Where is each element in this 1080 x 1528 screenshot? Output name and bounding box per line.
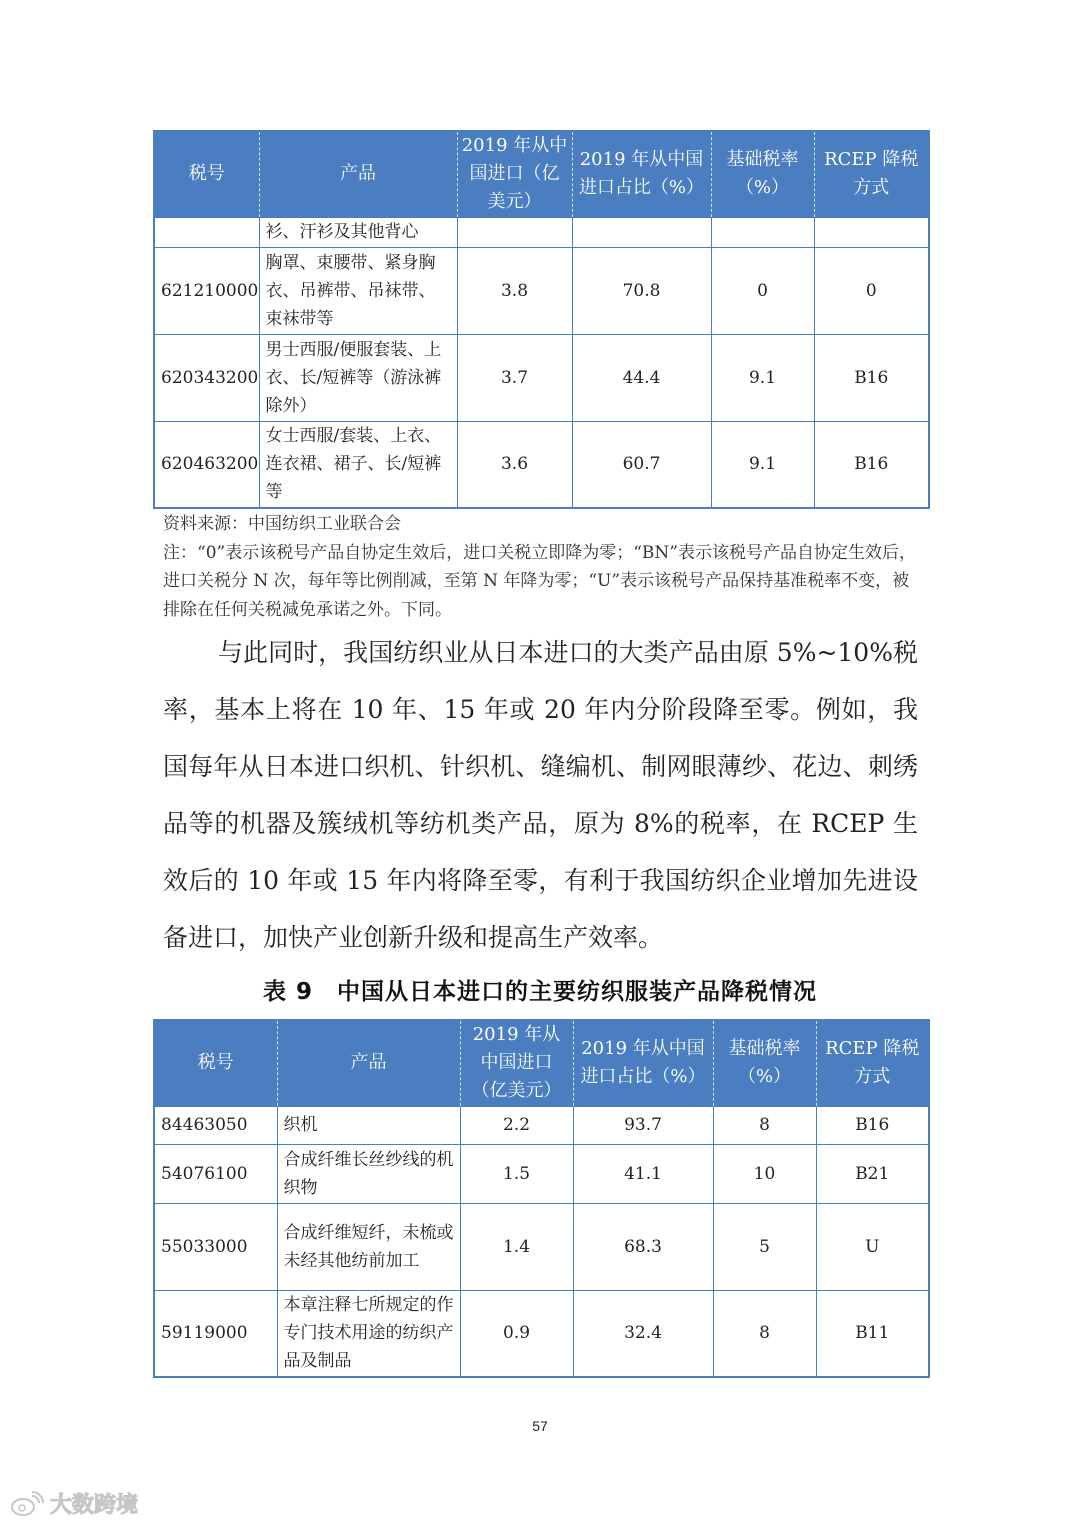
body-paragraph: 与此同时，我国纺织业从日本进口的大类产品由原 5%~10%税率，基本上将在 10 年、15 年或 20 年内分阶段降至零。例如，我国每年从日本进口织机、针织机、缝编机、制网眼薄纱、花边、刺绣品等的机器及簇绒机等纺机类产品，原为 8%的税率，在 RCEP 生效后的 10 年或 15 年内将降至零，有利于我国纺织企业增加先进设备进口，加快产业创新升级和提高生产效率。 xyxy=(163,638,918,952)
cell-import-share: 70.8 xyxy=(572,247,711,334)
cell-import-value: 3.7 xyxy=(457,334,572,421)
cell-base-rate: 9.1 xyxy=(711,421,814,508)
cell-product: 织机 xyxy=(277,1106,460,1144)
table-header-row xyxy=(154,131,929,217)
cell-rcep-method: B16 xyxy=(816,1106,929,1144)
watermark xyxy=(10,1488,138,1519)
cell-base-rate: 5 xyxy=(713,1203,816,1290)
cell-tax-code: 620343200 xyxy=(154,334,259,421)
cell-import-share: 60.7 xyxy=(572,421,711,508)
table-9 xyxy=(153,1019,930,1378)
header-product: 产品 xyxy=(259,131,457,217)
table-row xyxy=(154,1144,929,1203)
cell-product: 合成纤维长丝纱线的机织物 xyxy=(277,1144,460,1203)
table-notes xyxy=(163,510,923,624)
cell-rcep-method: B11 xyxy=(816,1290,929,1377)
table-row xyxy=(154,334,929,421)
cell-import-value xyxy=(457,217,572,247)
cell-import-share: 44.4 xyxy=(572,334,711,421)
table-row xyxy=(154,1106,929,1144)
table-row xyxy=(154,1290,929,1377)
cell-import-value: 0.9 xyxy=(460,1290,573,1377)
source-note: 资料来源：中国纺织工业联合会 xyxy=(163,514,401,534)
cell-rcep-method xyxy=(814,217,929,247)
cell-base-rate: 9.1 xyxy=(711,334,814,421)
body-paragraph-block xyxy=(163,624,918,966)
header-import-value: 2019 年从中国进口（亿美元） xyxy=(457,131,572,217)
cell-import-value: 2.2 xyxy=(460,1106,573,1144)
explanation-note: 注：“0”表示该税号产品自协定生效后，进口关税立即降为零；“BN”表示该税号产品自协定生效后，进口关税分 N 次，每年等比例削减，至第 N 年降为零；“U”表示该税号产品保持基准税率不变，被排除在任何关税减免承诺之外。下同。 xyxy=(163,542,916,620)
table-row xyxy=(154,217,929,247)
table-row xyxy=(154,421,929,508)
table-row xyxy=(154,1203,929,1290)
weibo-logo-icon xyxy=(10,1490,44,1518)
cell-product: 本章注释七所规定的作专门技术用途的纺织产品及制品 xyxy=(277,1290,460,1377)
header-base-rate: 基础税率（%） xyxy=(713,1020,816,1106)
cell-base-rate: 8 xyxy=(713,1290,816,1377)
table-1 xyxy=(153,130,930,509)
cell-import-value: 3.8 xyxy=(457,247,572,334)
header-tax-code: 税号 xyxy=(154,1020,277,1106)
cell-rcep-method: B16 xyxy=(814,421,929,508)
cell-tax-code: 55033000 xyxy=(154,1203,277,1290)
cell-import-value: 1.5 xyxy=(460,1144,573,1203)
cell-import-share xyxy=(572,217,711,247)
cell-import-value: 3.6 xyxy=(457,421,572,508)
cell-product: 胸罩、束腰带、紧身胸衣、吊裤带、吊袜带、束袜带等 xyxy=(259,247,457,334)
header-import-share: 2019 年从中国进口占比（%） xyxy=(573,1020,713,1106)
cell-product: 男士西服/便服套装、上衣、长/短裤等（游泳裤除外） xyxy=(259,334,457,421)
header-rcep-method: RCEP 降税方式 xyxy=(814,131,929,217)
header-base-rate: 基础税率（%） xyxy=(711,131,814,217)
cell-product: 衫、汗衫及其他背心 xyxy=(259,217,457,247)
cell-tax-code: 59119000 xyxy=(154,1290,277,1377)
header-import-value: 2019 年从中国进口（亿美元） xyxy=(460,1020,573,1106)
cell-import-share: 32.4 xyxy=(573,1290,713,1377)
header-product: 产品 xyxy=(277,1020,460,1106)
page-number: 57 xyxy=(532,1418,548,1434)
cell-rcep-method: B16 xyxy=(814,334,929,421)
table-caption: 表 9 中国从日本进口的主要纺织服装产品降税情况 xyxy=(262,979,817,1005)
header-rcep-method: RCEP 降税方式 xyxy=(816,1020,929,1106)
cell-tax-code: 54076100 xyxy=(154,1144,277,1203)
header-import-share: 2019 年从中国进口占比（%） xyxy=(572,131,711,217)
header-tax-code: 税号 xyxy=(154,131,259,217)
cell-base-rate: 0 xyxy=(711,247,814,334)
cell-rcep-method: U xyxy=(816,1203,929,1290)
cell-product: 女士西服/套装、上衣、连衣裙、裙子、长/短裤等 xyxy=(259,421,457,508)
cell-import-share: 93.7 xyxy=(573,1106,713,1144)
cell-rcep-method: 0 xyxy=(814,247,929,334)
cell-tax-code: 84463050 xyxy=(154,1106,277,1144)
cell-base-rate xyxy=(711,217,814,247)
cell-tax-code: 621210000 xyxy=(154,247,259,334)
watermark-text: 大数跨境 xyxy=(50,1493,139,1518)
table-header-row xyxy=(154,1020,929,1106)
cell-tax-code xyxy=(154,217,259,247)
cell-import-share: 41.1 xyxy=(573,1144,713,1203)
cell-product: 合成纤维短纤，未梳或未经其他纺前加工 xyxy=(277,1203,460,1290)
cell-base-rate: 10 xyxy=(713,1144,816,1203)
table-row xyxy=(154,247,929,334)
cell-base-rate: 8 xyxy=(713,1106,816,1144)
cell-rcep-method: B21 xyxy=(816,1144,929,1203)
cell-import-share: 68.3 xyxy=(573,1203,713,1290)
cell-tax-code: 620463200 xyxy=(154,421,259,508)
cell-import-value: 1.4 xyxy=(460,1203,573,1290)
